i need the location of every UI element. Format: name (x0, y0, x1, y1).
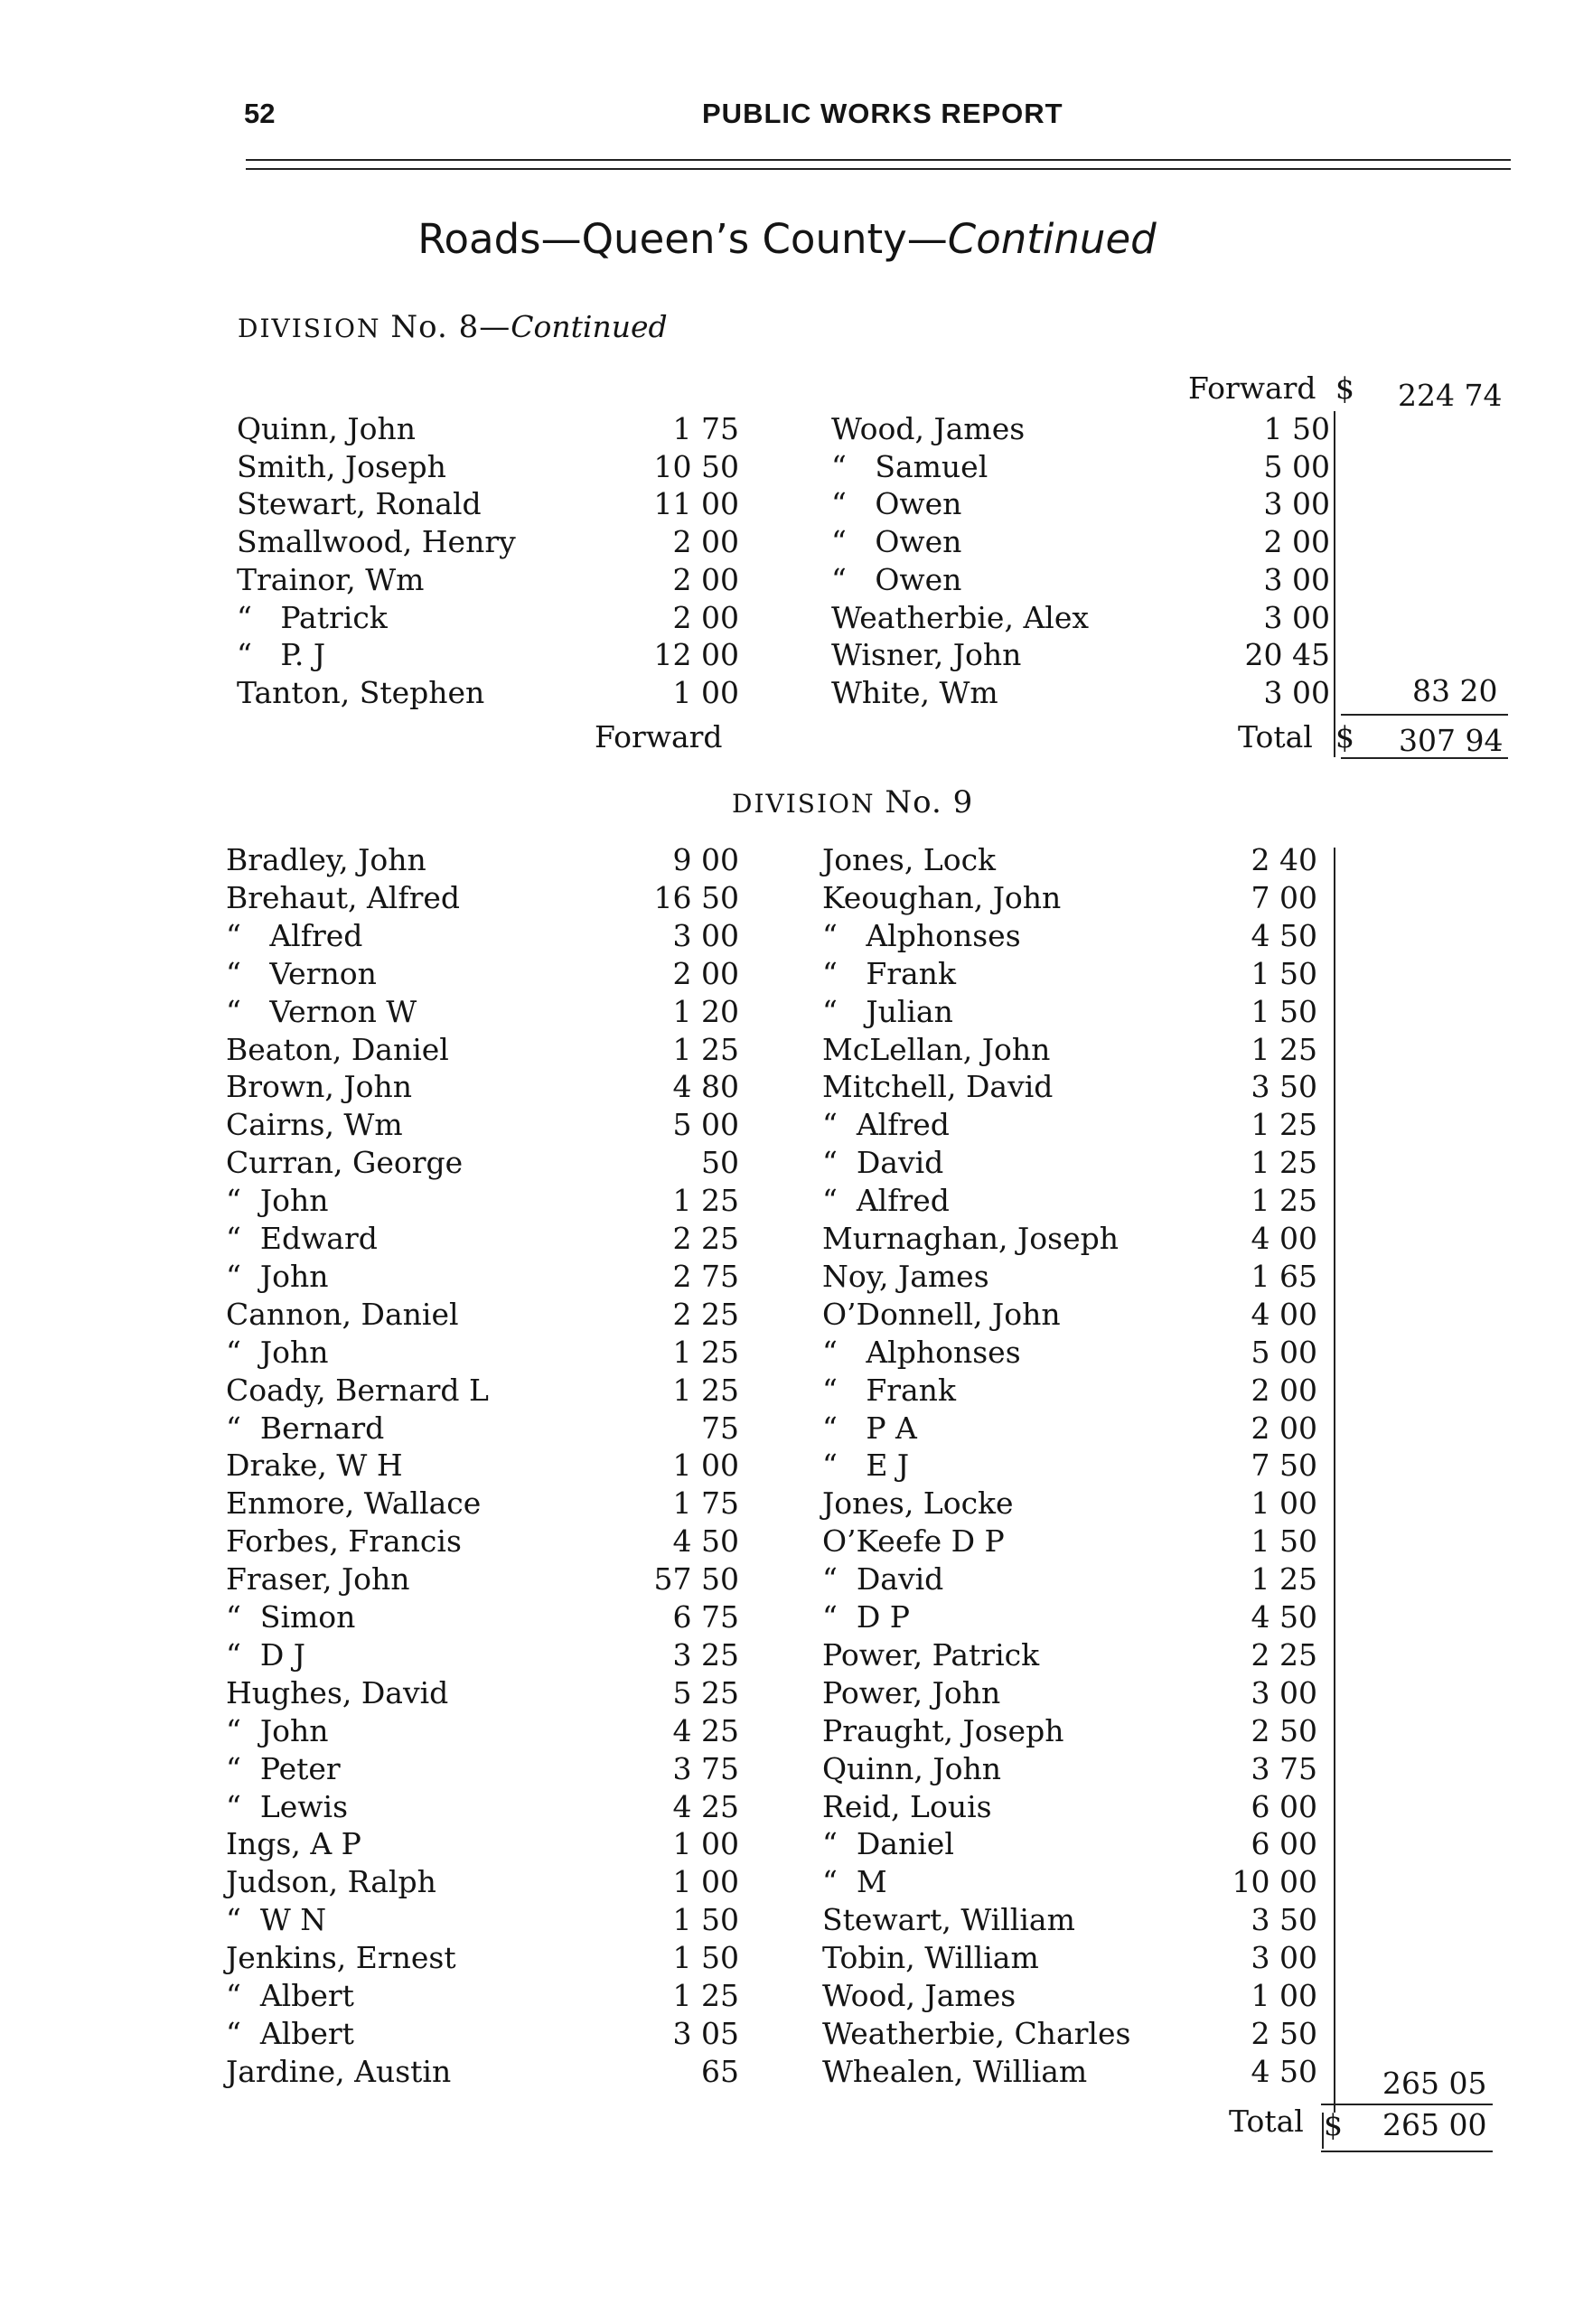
payment-amount: 1 00 (672, 674, 739, 710)
payment-amount: 6 00 (1251, 1826, 1317, 1862)
payee-name: Jenkins, Ernest (226, 1940, 456, 1976)
payee-name: “ E J (822, 1448, 910, 1484)
division-8-heading (238, 309, 668, 345)
payee-name: O’Keefe D P (822, 1523, 1005, 1560)
payee-name: Stewart, William (822, 1902, 1075, 1938)
payment-amount: 2 00 (672, 599, 739, 635)
payment-amount: 10 50 (653, 448, 739, 484)
payee-name: “ Alfred (822, 1183, 950, 1219)
payment-amount: 1 00 (672, 1826, 739, 1862)
payee-name: “ Julian (822, 993, 953, 1029)
payee-name: “ Frank (822, 955, 956, 991)
payment-amount: 1 50 (1251, 993, 1317, 1029)
payment-amount: 12 00 (653, 637, 739, 673)
payment-amount: 6 75 (672, 1599, 739, 1635)
payee-name: Smallwood, Henry (237, 524, 516, 560)
payment-amount: 5 25 (672, 1674, 739, 1710)
payee-name: “ P A (822, 1410, 917, 1446)
payment-amount: 1 00 (1251, 1978, 1317, 2013)
payment-amount: 3 00 (1263, 599, 1330, 635)
payment-amount: 3 00 (1263, 561, 1330, 597)
payee-name: Praught, Joseph (822, 1712, 1064, 1748)
payee-name: Tobin, William (822, 1940, 1039, 1976)
payee-name: McLellan, John (822, 1031, 1051, 1067)
div9-total-label: Total (1229, 2104, 1304, 2139)
header-rule-bottom (246, 168, 1511, 170)
payee-name: “ David (822, 1145, 944, 1181)
payment-amount: 2 40 (1251, 842, 1317, 877)
payment-amount: 4 25 (672, 1712, 739, 1748)
payee-name: “ Samuel (831, 448, 988, 484)
div9-total-rule (1321, 2151, 1493, 2152)
payee-name: Wood, James (822, 1978, 1017, 2013)
payee-name: Smith, Joseph (237, 448, 446, 484)
payment-amount: 1 25 (672, 1031, 739, 1067)
payee-name: Quinn, John (237, 411, 416, 446)
payee-name: “ Peter (226, 1750, 341, 1786)
payment-amount: 2 00 (1251, 1372, 1317, 1408)
payee-name: Fraser, John (226, 1561, 410, 1598)
payee-name: Murnaghan, Joseph (822, 1221, 1119, 1256)
payment-amount: 5 00 (672, 1107, 739, 1143)
division-continued: Continued (511, 309, 668, 344)
payment-amount: 2 25 (1251, 1636, 1317, 1673)
page-title (0, 215, 1574, 263)
division-label: DIVISION (732, 789, 876, 819)
payment-amount: 2 00 (672, 955, 739, 991)
payment-amount: 1 25 (1251, 1107, 1317, 1143)
payee-name: Quinn, John (822, 1750, 1001, 1786)
payee-name: Brehaut, Alfred (226, 879, 461, 915)
payee-name: “ W N (226, 1902, 327, 1938)
title-main: Roads—Queen’s County— (417, 215, 948, 263)
payment-amount: 3 00 (1251, 1940, 1317, 1976)
payee-name: Jardine, Austin (226, 2053, 452, 2089)
div9-total-amount: 265 00 (1382, 2107, 1487, 2142)
payment-amount: 1 25 (672, 1372, 739, 1408)
payee-name: “ John (226, 1334, 329, 1370)
payee-name: “ Vernon W (226, 993, 417, 1029)
payee-name: Hughes, David (226, 1674, 449, 1710)
payment-amount: 11 00 (653, 486, 739, 522)
payment-amount: 3 50 (1251, 1902, 1317, 1938)
payee-name: Jones, Lock (822, 842, 997, 877)
payment-amount: 1 00 (672, 1448, 739, 1484)
payee-name: Trainor, Wm (237, 561, 425, 597)
payment-amount: 1 25 (672, 1183, 739, 1219)
payment-amount: 2 00 (1263, 524, 1330, 560)
payee-name: “ Alphonses (822, 1334, 1021, 1370)
div9-right-rule-upper (1334, 848, 1335, 2113)
payment-amount: 1 50 (1263, 411, 1330, 446)
div8-forward-label: Forward (1188, 370, 1316, 406)
payment-amount: 4 00 (1251, 1221, 1317, 1256)
payee-name: “ Alfred (822, 1107, 950, 1143)
payment-amount: 3 75 (672, 1750, 739, 1786)
payee-name: Stewart, Ronald (237, 486, 482, 522)
header-rule-top (246, 159, 1511, 161)
payee-name: “ Owen (831, 561, 962, 597)
payee-name: Power, John (822, 1674, 1001, 1710)
payment-amount: 5 00 (1251, 1334, 1317, 1370)
payment-amount: 3 50 (1251, 1069, 1317, 1105)
payment-amount: 16 50 (653, 879, 739, 915)
payee-name: Whealen, William (822, 2053, 1088, 2089)
payment-amount: 10 00 (1232, 1864, 1317, 1900)
payment-amount: 1 50 (672, 1902, 739, 1938)
div9-subtotal: 265 05 (1382, 2066, 1487, 2101)
payee-name: “ Owen (831, 524, 962, 560)
payment-amount: 3 05 (672, 2015, 739, 2051)
payment-amount: 1 25 (1251, 1183, 1317, 1219)
payment-amount: 1 75 (672, 411, 739, 446)
payee-name: Forbes, Francis (226, 1523, 462, 1560)
payee-name: O’Donnell, John (822, 1296, 1061, 1332)
div9-subtotal-rule (1321, 2104, 1493, 2105)
payment-amount: 1 50 (672, 1940, 739, 1976)
payee-name: “ Lewis (226, 1788, 349, 1824)
payment-amount: 1 65 (1251, 1258, 1317, 1294)
payment-amount: 3 75 (1251, 1750, 1317, 1786)
page-number: 52 (244, 98, 276, 129)
payee-name: “ Alphonses (822, 917, 1021, 953)
div8-total-dollar: $ (1335, 719, 1354, 754)
payee-name: Ings, A P (226, 1826, 361, 1862)
payment-amount: 50 (701, 1145, 739, 1181)
payee-name: “ Simon (226, 1599, 356, 1635)
payee-name: “ David (822, 1561, 944, 1598)
payee-name: Noy, James (822, 1258, 989, 1294)
payment-amount: 3 00 (672, 917, 739, 953)
payment-amount: 4 50 (672, 1523, 739, 1560)
payment-amount: 2 00 (672, 524, 739, 560)
payee-name: Power, Patrick (822, 1636, 1040, 1673)
payment-amount: 4 80 (672, 1069, 739, 1105)
payment-amount: 4 00 (1251, 1296, 1317, 1332)
payee-name: “ Alfred (226, 917, 363, 953)
payment-amount: 3 25 (672, 1636, 739, 1673)
payee-name: “ Frank (822, 1372, 956, 1408)
payment-amount: 1 25 (1251, 1145, 1317, 1181)
payee-name: “ Vernon (226, 955, 377, 991)
payment-amount: 4 50 (1251, 917, 1317, 953)
payee-name: Tanton, Stephen (237, 674, 485, 710)
payment-amount: 6 00 (1251, 1788, 1317, 1824)
payee-name: “ Albert (226, 1978, 354, 2013)
payee-name: “ John (226, 1712, 329, 1748)
payment-amount: 4 50 (1251, 1599, 1317, 1635)
payee-name: Cairns, Wm (226, 1107, 403, 1143)
payment-amount: 1 25 (672, 1978, 739, 2013)
payee-name: Coady, Bernard L (226, 1372, 489, 1408)
division-9-heading (732, 784, 973, 820)
payee-name: “ M (822, 1864, 887, 1900)
div8-total-label: Total (1238, 719, 1313, 754)
div8-subtotal: 83 20 (1412, 673, 1498, 708)
payment-amount: 2 75 (672, 1258, 739, 1294)
division-number: No. 8— (390, 309, 511, 345)
payment-amount: 2 25 (672, 1221, 739, 1256)
payment-amount: 1 50 (1251, 955, 1317, 991)
payment-amount: 20 45 (1244, 637, 1330, 673)
payee-name: Cannon, Daniel (226, 1296, 459, 1332)
payee-name: Weatherbie, Alex (831, 599, 1089, 635)
division-number: No. 9 (885, 784, 974, 820)
payee-name: Wisner, John (831, 637, 1022, 673)
payee-name: Judson, Ralph (226, 1864, 436, 1900)
payee-name: Weatherbie, Charles (822, 2015, 1131, 2051)
payment-amount: 2 00 (1251, 1410, 1317, 1446)
payment-amount: 4 25 (672, 1788, 739, 1824)
payee-name: Bradley, John (226, 842, 426, 877)
payment-amount: 2 50 (1251, 1712, 1317, 1748)
payment-amount: 7 50 (1251, 1448, 1317, 1484)
payee-name: Keoughan, John (822, 879, 1062, 915)
payment-amount: 1 25 (672, 1334, 739, 1370)
payment-amount: 3 00 (1263, 486, 1330, 522)
div8-total-amount: 307 94 (1399, 723, 1504, 758)
payee-name: “ D J (226, 1636, 306, 1673)
payee-name: “ Albert (226, 2015, 354, 2051)
running-title: PUBLIC WORKS REPORT (702, 98, 1063, 129)
payment-amount: 1 75 (672, 1485, 739, 1522)
payment-amount: 1 25 (1251, 1561, 1317, 1598)
payment-amount: 75 (701, 1410, 739, 1446)
payment-amount: 3 00 (1263, 674, 1330, 710)
payee-name: “ D P (822, 1599, 911, 1635)
payee-name: Beaton, Daniel (226, 1031, 449, 1067)
payment-amount: 9 00 (672, 842, 739, 877)
payment-amount: 4 50 (1251, 2053, 1317, 2089)
payment-amount: 57 50 (653, 1561, 739, 1598)
payment-amount: 7 00 (1251, 879, 1317, 915)
payee-name: Jones, Locke (822, 1485, 1014, 1522)
payee-name: Drake, W H (226, 1448, 403, 1484)
payment-amount: 1 00 (1251, 1485, 1317, 1522)
div8-forward-dollar: $ (1335, 370, 1354, 406)
payment-amount: 1 00 (672, 1864, 739, 1900)
payment-amount: 2 50 (1251, 2015, 1317, 2051)
payment-amount: 3 00 (1251, 1674, 1317, 1710)
payment-amount: 1 25 (1251, 1031, 1317, 1067)
payee-name: Wood, James (831, 411, 1026, 446)
div8-total-rule (1341, 757, 1508, 759)
payee-name: “ Bernard (226, 1410, 385, 1446)
payee-name: “ P. J (237, 637, 326, 673)
payee-name: “ Patrick (237, 599, 388, 635)
payee-name: “ John (226, 1183, 329, 1219)
payee-name: Mitchell, David (822, 1069, 1054, 1105)
payment-amount: 2 00 (672, 561, 739, 597)
payee-name: “ Owen (831, 486, 962, 522)
payment-amount: 65 (701, 2053, 739, 2089)
payment-amount: 1 50 (1251, 1523, 1317, 1560)
title-continued: Continued (947, 215, 1157, 263)
payee-name: “ Daniel (822, 1826, 954, 1862)
payee-name: Curran, George (226, 1145, 464, 1181)
div8-left-forward: Forward (595, 719, 723, 754)
payee-name: “ Edward (226, 1221, 378, 1256)
payee-name: Reid, Louis (822, 1788, 992, 1824)
payment-amount: 5 00 (1263, 448, 1330, 484)
payee-name: White, Wm (831, 674, 998, 710)
div9-total-dollar: $ (1324, 2107, 1343, 2142)
payee-name: “ John (226, 1258, 329, 1294)
payment-amount: 1 20 (672, 993, 739, 1029)
div8-subtotal-rule (1341, 714, 1508, 716)
payment-amount: 2 25 (672, 1296, 739, 1332)
div8-forward-amount: 224 74 (1398, 378, 1503, 413)
division-label: DIVISION (238, 314, 381, 343)
div8-right-rule (1334, 411, 1335, 757)
payee-name: Brown, John (226, 1069, 412, 1105)
payee-name: Enmore, Wallace (226, 1485, 482, 1522)
